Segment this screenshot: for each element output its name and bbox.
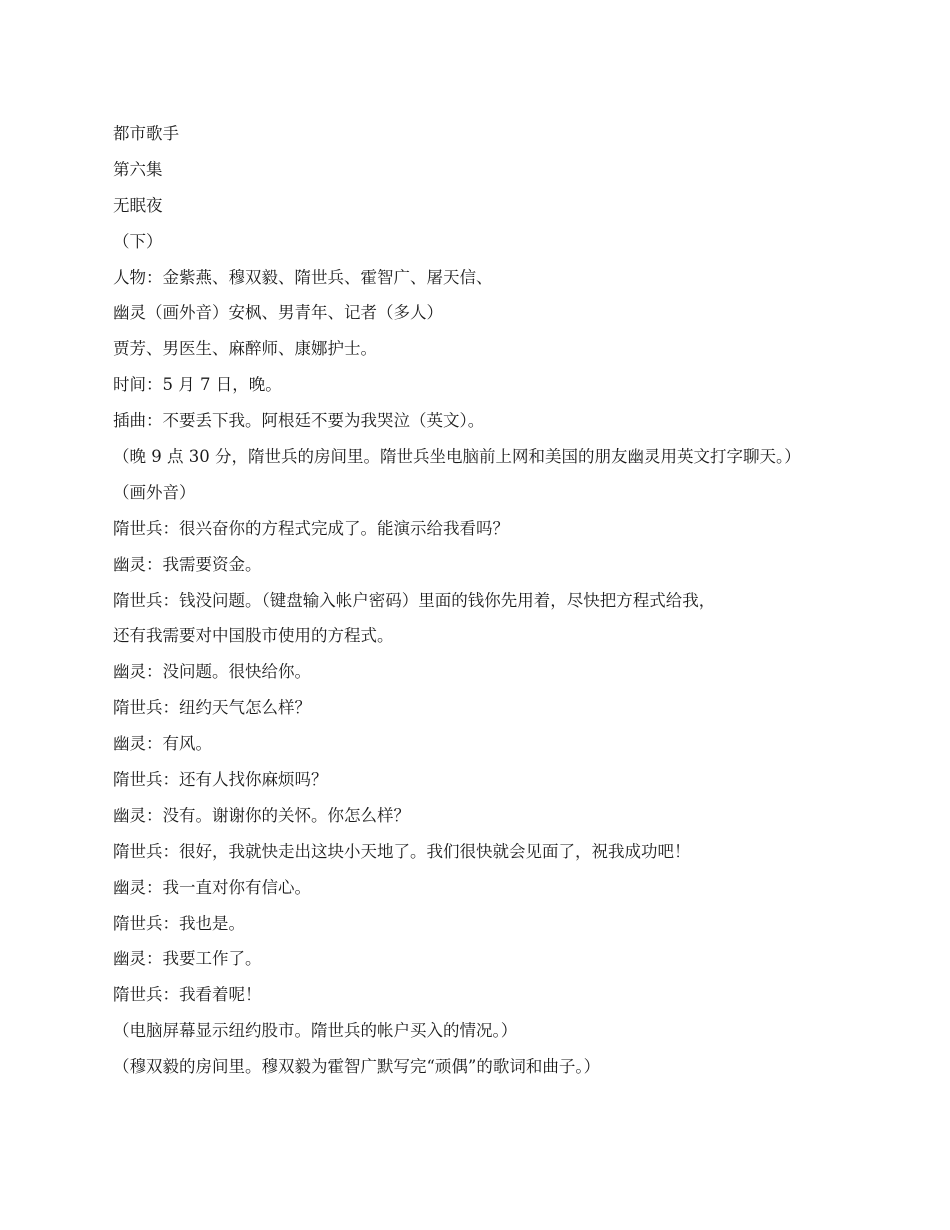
dialogue-line: 幽灵：有风。 [113, 734, 212, 754]
music-line: 插曲：不要丢下我。阿根廷不要为我哭泣（英文）。 [113, 411, 485, 431]
scene-direction: （晚 9 点 30 分，隋世兵的房间里。隋世兵坐电脑前上网和美国的朋友幽灵用英文打字聊天。） [113, 447, 801, 467]
time-line: 时间：5 月 7 日，晚。 [113, 375, 282, 395]
dialogue-line: 隋世兵：我也是。 [113, 913, 245, 933]
dialogue-line: 隋世兵：纽约天气怎么样？ [113, 698, 311, 718]
cast-line-2: 幽灵（画外音）安枫、男青年、记者（多人） [113, 303, 443, 323]
dialogue-line: 幽灵：我一直对你有信心。 [113, 877, 311, 897]
cast-line-1: 人物：金紫燕、穆双毅、隋世兵、霍智广、屠天信、 [113, 267, 493, 287]
dialogue-line: 隋世兵：还有人找你麻烦吗？ [113, 770, 328, 790]
dialogue-line: 隋世兵：我看着呢！ [113, 985, 262, 1005]
dialogue-line: 还有我需要对中国股市使用的方程式。 [113, 626, 394, 646]
dialogue-line: 幽灵：没有。谢谢你的关怀。你怎么样？ [113, 805, 410, 825]
cast-line-3: 贾芳、男医生、麻醉师、康娜护士。 [113, 339, 377, 359]
dialogue-line: 隋世兵：钱没问题。（键盘输入帐户密码）里面的钱你先用着，尽快把方程式给我， [113, 590, 716, 610]
script-text [113, 122, 843, 1091]
series-title: 都市歌手 [113, 124, 179, 143]
stage-direction: （电脑屏幕显示纽约股市。隋世兵的帐户买入的情况。） [113, 1021, 518, 1041]
episode-title: 无眠夜 [113, 195, 163, 215]
dialogue-line: 隋世兵：很好，我就快走出这块小天地了。我们很快就会见面了，祝我成功吧！ [113, 841, 691, 861]
stage-direction: （穆双毅的房间里。穆双毅为霍智广默写完“顽偶”的歌词和曲子。） [113, 1057, 601, 1077]
episode-part: （下） [113, 231, 163, 251]
episode-number: 第六集 [113, 159, 163, 179]
dialogue-line: 幽灵：没问题。很快给你。 [113, 662, 311, 682]
dialogue-line: 幽灵：我要工作了。 [113, 949, 262, 969]
voiceover-note: （画外音） [113, 482, 196, 502]
dialogue-line: 隋世兵：很兴奋你的方程式完成了。能演示给我看吗？ [113, 518, 509, 538]
dialogue-line: 幽灵：我需要资金。 [113, 554, 262, 574]
